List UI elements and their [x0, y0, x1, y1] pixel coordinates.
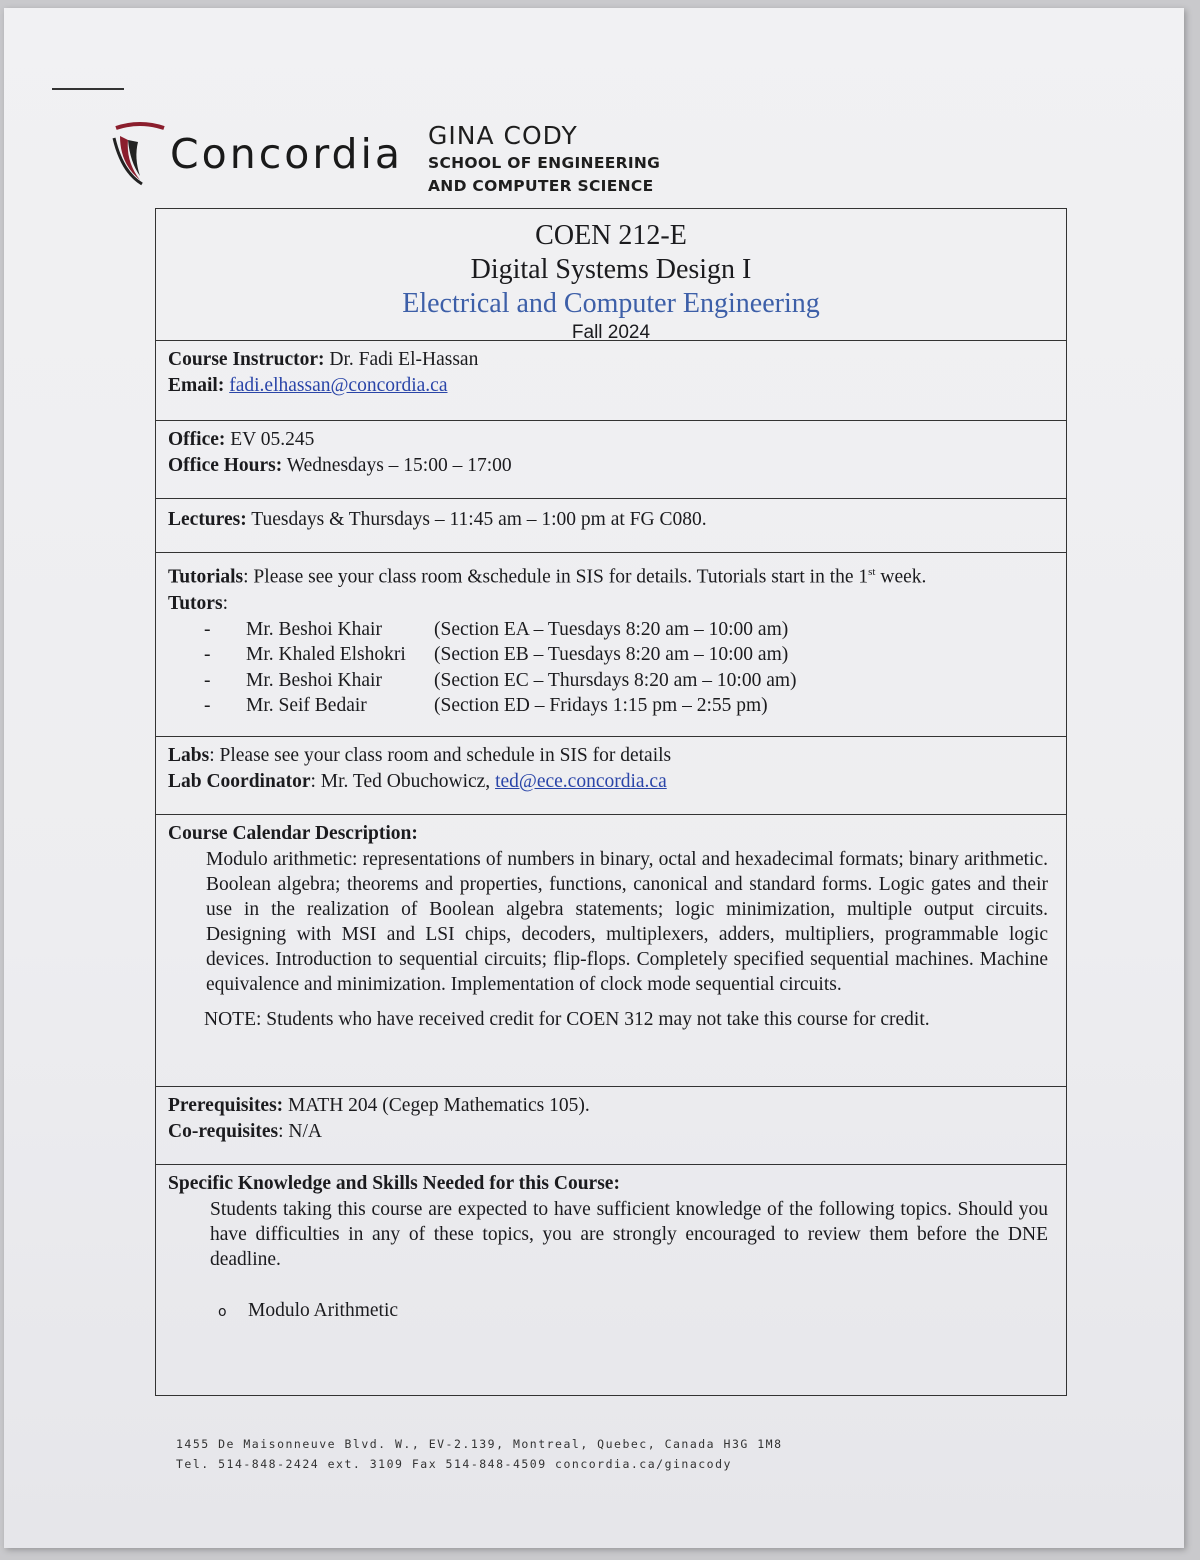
- lab-coordinator-email-link[interactable]: ted@ece.concordia.ca: [495, 771, 667, 792]
- office-row: [156, 421, 1066, 499]
- labs-label: Labs: [168, 745, 210, 766]
- knowledge-text: Students taking this course are expected to have sufficient knowledge of the following topics. Should you have difficulties in any of these topics, you are strongly encouraged to review them before the DNE deadline.: [210, 1199, 1048, 1270]
- tutorials-row: Tutorials: Please see your class room &schedule in SIS for details. Tutorials start in the 1st week. Tutors: - Mr. Beshoi Khair (Section EA – Tuesdays 8:20 am – 10:00 am) - Mr. Khaled Elshokri (Section EB – Tuesdays 8:20 am – 10:00 am) - Mr. Beshoi Khair (Section EC – Thursdays 8:20 am – 10:00 am) - Mr. Seif Bedair (Section ED – Fridays 1:15 pm – 2:55 pm): [156, 553, 1066, 737]
- footer-address: 1455 De Maisonneuve Blvd. W., EV-2.139, Montreal, Quebec, Canada H3G 1M8: [176, 1437, 783, 1451]
- concordia-logo: [112, 116, 412, 196]
- tutor-section: (Section ED – Fridays 1:15 pm – 2:55 pm): [434, 695, 768, 716]
- list-item: [218, 1298, 1054, 1325]
- labs-row: [156, 737, 1066, 815]
- tutor-section: (Section EB – Tuesdays 8:20 am – 10:00 am): [434, 644, 789, 665]
- school-line-2: AND COMPUTER SCIENCE: [428, 177, 654, 195]
- corequisites-label: Co-requisites: [168, 1121, 279, 1142]
- tutor-section: (Section EA – Tuesdays 8:20 am – 10:00 am): [434, 618, 789, 640]
- topic-label: Modulo Arithmetic: [248, 1300, 399, 1321]
- page-footer: [176, 1434, 783, 1474]
- corner-mark: [52, 88, 124, 90]
- instructor-name: Dr. Fadi El-Hassan: [329, 349, 479, 370]
- syllabus-table: [155, 208, 1067, 1396]
- instructor-row: [156, 341, 1066, 421]
- tutor-name: Mr. Khaled Elshokri: [246, 644, 406, 665]
- knowledge-label: Specific Knowledge and Skills Needed for this Course:: [168, 1173, 620, 1194]
- calendar-note: NOTE: Students who have received credit for COEN 312 may not take this course for credit.: [204, 1009, 930, 1030]
- logo-wordmark: Concordia: [170, 130, 404, 178]
- school-name-block: [428, 120, 660, 198]
- email-label: Email:: [168, 375, 225, 396]
- list-item: [204, 617, 1054, 643]
- instructor-email-link[interactable]: fadi.elhassan@concordia.ca: [229, 375, 448, 396]
- office-hours-value: Wednesdays – 15:00 – 17:00: [286, 455, 512, 476]
- list-item: [204, 668, 1054, 694]
- instructor-label: Course Instructor:: [168, 349, 325, 370]
- syllabus-page: [4, 8, 1184, 1548]
- labs-text: : Please see your class room and schedule in SIS for details: [209, 745, 672, 766]
- lab-coordinator-label: Lab Coordinator: [168, 771, 311, 792]
- tutors-list: [168, 617, 1054, 719]
- prerequisites-value: MATH 204 (Cegep Mathematics 105).: [288, 1095, 590, 1116]
- lectures-value: Tuesdays & Thursdays – 11:45 am – 1:00 pm at FG C080.: [251, 509, 707, 530]
- office-value: EV 05.245: [230, 429, 315, 450]
- course-department: Electrical and Computer Engineering: [402, 288, 820, 319]
- calendar-description-row: [156, 815, 1066, 1087]
- knowledge-row: [156, 1165, 1066, 1395]
- tutorials-text-after: week.: [875, 566, 927, 588]
- course-title-row: [156, 209, 1066, 341]
- prerequisites-label: Prerequisites:: [168, 1095, 284, 1116]
- tutorials-text: : Please see your class room &schedule in SIS for details. Tutorials start in the 1: [243, 566, 869, 588]
- concordia-emblem-icon: [112, 118, 168, 186]
- school-name: GINA CODY: [428, 121, 578, 150]
- office-label: Office:: [168, 429, 226, 450]
- list-item: [204, 693, 1054, 719]
- requisites-row: [156, 1087, 1066, 1165]
- tutors-label: Tutors: [168, 592, 223, 614]
- office-hours-label: Office Hours:: [168, 455, 283, 476]
- lab-coordinator-name: : Mr. Ted Obuchowicz,: [310, 771, 496, 792]
- bullet-circle-icon: o: [218, 1304, 227, 1320]
- tutorials-superscript: st: [868, 566, 876, 578]
- list-item: [204, 642, 1054, 668]
- course-code: COEN 212-E: [535, 220, 687, 251]
- tutor-name: Mr. Beshoi Khair: [246, 618, 382, 640]
- calendar-label: Course Calendar Description:: [168, 823, 418, 844]
- lectures-label: Lectures:: [168, 509, 247, 530]
- corequisites-value: : N/A: [278, 1121, 323, 1142]
- school-line-1: SCHOOL OF ENGINEERING: [428, 154, 661, 172]
- footer-contact: Tel. 514-848-2424 ext. 3109 Fax 514-848-4509 concordia.ca/ginacody: [176, 1457, 732, 1471]
- tutor-name: Mr. Seif Bedair: [246, 695, 367, 716]
- course-term: Fall 2024: [571, 322, 651, 343]
- calendar-description: Modulo arithmetic: representations of numbers in binary, octal and hexadecimal formats; binary arithmetic. Boolean algebra; theorems and properties, functions, canonical and standard forms. Logic gates and their use in the realization of Boolean algebra statements; logic minimization, multiple output circuits. Designing with MSI and LSI chips, decoders, multiplexers, adders, multipliers, programmable logic devices. Introduction to sequential circuits; flip-flops. Completely specified sequential machines. Machine equivalence and minimization. Implementation of clock mode sequential circuits.: [206, 849, 1048, 995]
- tutorials-label: Tutorials: [168, 566, 244, 588]
- tutor-section: (Section EC – Thursdays 8:20 am – 10:00 am): [434, 669, 797, 691]
- course-name: Digital Systems Design I: [470, 254, 752, 285]
- lectures-row: [156, 499, 1066, 553]
- tutor-name: Mr. Beshoi Khair: [246, 669, 382, 691]
